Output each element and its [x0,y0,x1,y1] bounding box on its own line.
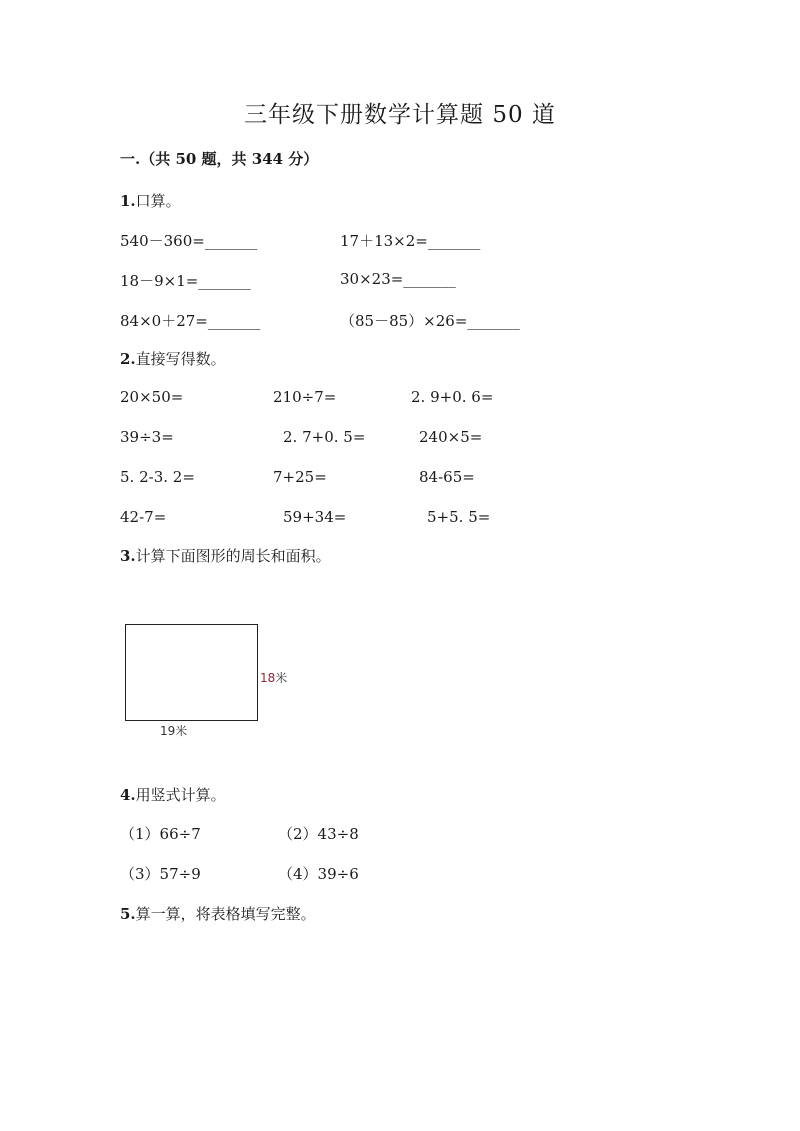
height-value: 18 [260,671,276,685]
q4-item: （4）39÷6 [278,865,359,883]
page-title: 三年级下册数学计算题 50 道 [244,102,556,128]
question-2 [120,348,226,369]
question-text: 计算下面图形的周长和面积。 [135,547,331,565]
q2-item: 5+5. 5= [427,508,491,526]
question-number: 4. [120,786,136,804]
question-number: 2. [120,350,136,368]
q1-item: 84×0＋27=_______ [120,312,261,330]
q1-item: 540－360=_______ [120,232,258,250]
height-label [260,669,287,686]
height-unit: 米 [275,671,288,685]
q4-item: （2）43÷8 [278,825,359,843]
question-5 [120,903,316,924]
width-unit: 米 [175,724,188,738]
q2-item: 20×50= [120,388,184,406]
question-3 [120,545,331,566]
question-text: 直接写得数。 [135,350,226,368]
width-value: 19 [160,724,176,738]
question-text: 算一算，将表格填写完整。 [135,905,316,923]
q1-item: 18－9×1=_______ [120,272,251,290]
q1-item: 17＋13×2=_______ [340,232,481,250]
question-number: 1. [120,192,136,210]
q2-item: 2. 7+0. 5= [283,428,366,446]
question-text: 口算。 [135,192,181,210]
q2-item: 84-65= [419,468,475,486]
q2-item: 39÷3= [120,428,174,446]
q2-item: 210÷7= [273,388,337,406]
question-number: 3. [120,547,136,565]
q4-item: （1）66÷7 [120,825,201,843]
rectangle-figure [125,624,258,721]
question-number: 5. [120,905,136,923]
q2-item: 42-7= [120,508,167,526]
q1-item: 30×23=_______ [340,270,456,288]
q2-item: 2. 9+0. 6= [411,388,494,406]
question-1 [120,190,181,211]
section-header: 一.（共 50 题，共 344 分） [120,150,319,168]
q4-item: （3）57÷9 [120,865,201,883]
question-text: 用竖式计算。 [135,786,226,804]
q2-item: 240×5= [419,428,483,446]
q2-item: 5. 2-3. 2= [120,468,195,486]
question-4 [120,784,226,805]
q2-item: 59+34= [283,508,347,526]
q2-item: 7+25= [273,468,327,486]
q1-item: （85－85）×26=_______ [340,312,520,330]
width-label [160,722,187,739]
